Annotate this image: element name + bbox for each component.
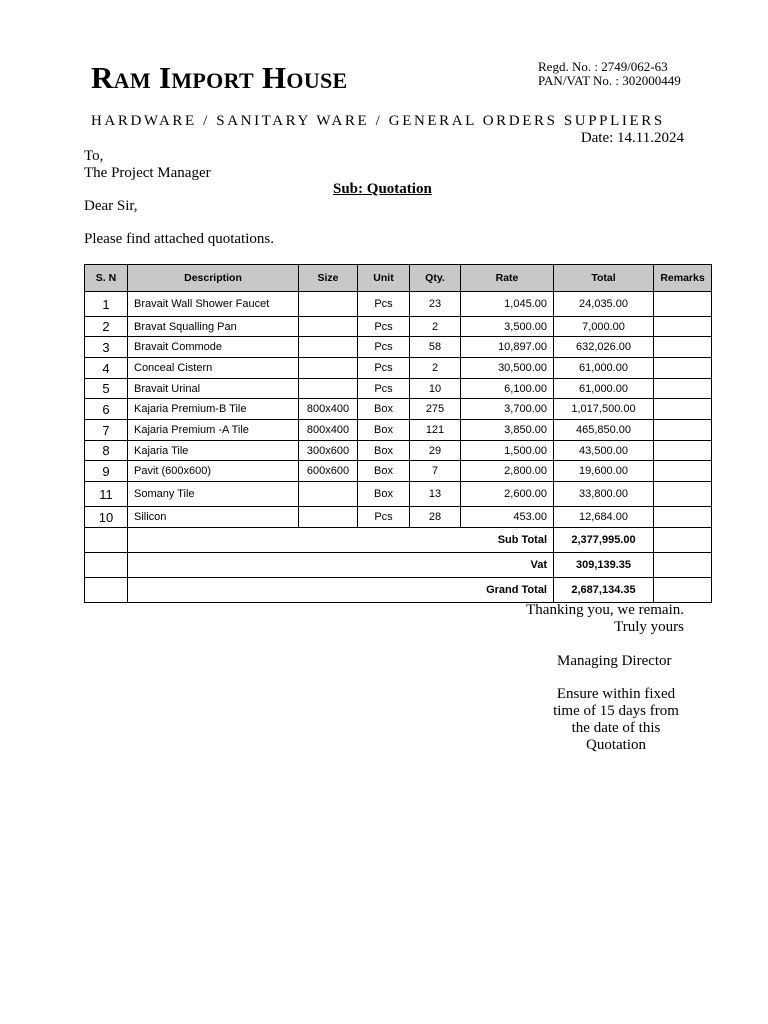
item-description: Kajaria Premium -A Tile (128, 420, 299, 441)
item-remarks (654, 441, 712, 461)
item-remarks (654, 337, 712, 358)
header-remarks: Remarks (654, 265, 712, 292)
company-name: Ram Import House (91, 60, 348, 95)
header-unit: Unit (358, 265, 410, 292)
empty-cell (654, 553, 712, 578)
item-qty: 121 (410, 420, 461, 441)
item-qty: 23 (410, 292, 461, 317)
item-description: Bravait Urinal (128, 379, 299, 399)
item-remarks (654, 317, 712, 337)
item-total: 632,026.00 (554, 337, 654, 358)
addressee-block (84, 148, 211, 182)
item-total: 61,000.00 (554, 358, 654, 379)
item-size (299, 379, 358, 399)
item-remarks (654, 292, 712, 317)
empty-cell (85, 528, 128, 553)
item-description: Bravait Wall Shower Faucet (128, 292, 299, 317)
header-qty: Qty. (410, 265, 461, 292)
item-remarks (654, 420, 712, 441)
validity-note-line: the date of this (571, 720, 661, 736)
quotation-table (84, 264, 712, 603)
item-description: Bravait Commode (128, 337, 299, 358)
item-unit: Pcs (358, 507, 410, 528)
item-total: 24,035.00 (554, 292, 654, 317)
closing-block (526, 602, 684, 636)
item-size: 800x400 (299, 399, 358, 420)
table-row (85, 482, 712, 507)
item-size (299, 507, 358, 528)
subtotal-value: 2,377,995.00 (554, 528, 654, 553)
header-size: Size (299, 265, 358, 292)
table-row (85, 379, 712, 399)
empty-cell (654, 578, 712, 603)
subject-line: Sub: Quotation (333, 181, 432, 197)
item-sn: 11 (85, 482, 128, 507)
item-unit: Pcs (358, 292, 410, 317)
item-size (299, 337, 358, 358)
regd-number: Regd. No. : 2749/062-63 (538, 59, 668, 74)
item-rate: 1,500.00 (461, 441, 554, 461)
tagline: HARDWARE / SANITARY WARE / GENERAL ORDERS SUPPLIERS (91, 113, 665, 129)
item-unit: Box (358, 461, 410, 482)
empty-cell (654, 528, 712, 553)
item-rate: 10,897.00 (461, 337, 554, 358)
table-row (85, 337, 712, 358)
item-description: Pavit (600x600) (128, 461, 299, 482)
yours-line: Truly yours (614, 619, 684, 635)
item-qty: 7 (410, 461, 461, 482)
item-total: 7,000.00 (554, 317, 654, 337)
validity-note-line: Ensure within fixed (556, 686, 676, 702)
salutation: Dear Sir, (84, 198, 138, 214)
item-sn: 3 (85, 337, 128, 358)
item-unit: Pcs (358, 379, 410, 399)
item-unit: Box (358, 482, 410, 507)
item-sn: 7 (85, 420, 128, 441)
item-rate: 3,500.00 (461, 317, 554, 337)
item-qty: 2 (410, 317, 461, 337)
item-description: Kajaria Tile (128, 441, 299, 461)
empty-cell (85, 553, 128, 578)
item-qty: 28 (410, 507, 461, 528)
table-row (85, 358, 712, 379)
item-qty: 2 (410, 358, 461, 379)
table-row (85, 461, 712, 482)
item-size: 300x600 (299, 441, 358, 461)
grand-total-row (85, 578, 712, 603)
item-remarks (654, 358, 712, 379)
item-rate: 1,045.00 (461, 292, 554, 317)
item-qty: 13 (410, 482, 461, 507)
item-rate: 6,100.00 (461, 379, 554, 399)
subtotal-row (85, 528, 712, 553)
header-sn: S. N (85, 265, 128, 292)
item-rate: 3,850.00 (461, 420, 554, 441)
subtotal-label: Sub Total (128, 528, 554, 553)
item-unit: Pcs (358, 317, 410, 337)
item-sn: 2 (85, 317, 128, 337)
item-size: 800x400 (299, 420, 358, 441)
item-unit: Box (358, 399, 410, 420)
item-remarks (654, 482, 712, 507)
item-qty: 10 (410, 379, 461, 399)
item-rate: 453.00 (461, 507, 554, 528)
item-sn: 10 (85, 507, 128, 528)
empty-cell (85, 578, 128, 603)
item-unit: Box (358, 441, 410, 461)
designation: Managing Director (557, 653, 672, 669)
registration-block (538, 60, 681, 88)
table-row (85, 399, 712, 420)
item-remarks (654, 461, 712, 482)
item-sn: 5 (85, 379, 128, 399)
item-size: 600x600 (299, 461, 358, 482)
item-qty: 275 (410, 399, 461, 420)
table-row (85, 420, 712, 441)
item-qty: 58 (410, 337, 461, 358)
item-total: 1,017,500.00 (554, 399, 654, 420)
item-description: Silicon (128, 507, 299, 528)
vat-label: Vat (128, 553, 554, 578)
validity-note (548, 686, 684, 754)
header-description: Description (128, 265, 299, 292)
pan-vat-number: PAN/VAT No. : 302000449 (538, 73, 681, 88)
item-size (299, 358, 358, 379)
item-rate: 30,500.00 (461, 358, 554, 379)
item-sn: 1 (85, 292, 128, 317)
grand-total-value: 2,687,134.35 (554, 578, 654, 603)
quotation-date: Date: 14.11.2024 (580, 130, 684, 146)
vat-value: 309,139.35 (554, 553, 654, 578)
item-total: 33,800.00 (554, 482, 654, 507)
validity-note-line: time of 15 days from (553, 703, 679, 719)
table-row (85, 317, 712, 337)
table-row (85, 292, 712, 317)
item-sn: 4 (85, 358, 128, 379)
item-size (299, 482, 358, 507)
item-sn: 9 (85, 461, 128, 482)
item-description: Conceal Cistern (128, 358, 299, 379)
item-sn: 8 (85, 441, 128, 461)
vat-row (85, 553, 712, 578)
item-size (299, 317, 358, 337)
table-row (85, 507, 712, 528)
validity-note-line: Quotation (586, 737, 646, 753)
item-sn: 6 (85, 399, 128, 420)
item-total: 61,000.00 (554, 379, 654, 399)
table-header-row (85, 265, 712, 292)
item-remarks (654, 399, 712, 420)
item-remarks (654, 379, 712, 399)
item-unit: Pcs (358, 337, 410, 358)
item-description: Bravat Squalling Pan (128, 317, 299, 337)
recipient: The Project Manager (84, 165, 211, 181)
item-total: 465,850.00 (554, 420, 654, 441)
item-unit: Box (358, 420, 410, 441)
item-total: 12,684.00 (554, 507, 654, 528)
table-row (85, 441, 712, 461)
thanks-line: Thanking you, we remain. (526, 602, 684, 618)
item-rate: 2,800.00 (461, 461, 554, 482)
item-description: Somany Tile (128, 482, 299, 507)
item-description: Kajaria Premium-B Tile (128, 399, 299, 420)
item-rate: 3,700.00 (461, 399, 554, 420)
item-remarks (654, 507, 712, 528)
item-size (299, 292, 358, 317)
item-rate: 2,600.00 (461, 482, 554, 507)
item-qty: 29 (410, 441, 461, 461)
item-unit: Pcs (358, 358, 410, 379)
intro-text: Please find attached quotations. (84, 231, 274, 247)
header-total: Total (554, 265, 654, 292)
item-total: 43,500.00 (554, 441, 654, 461)
grand-total-label: Grand Total (128, 578, 554, 603)
header-rate: Rate (461, 265, 554, 292)
item-total: 19,600.00 (554, 461, 654, 482)
to-label: To, (84, 148, 104, 164)
